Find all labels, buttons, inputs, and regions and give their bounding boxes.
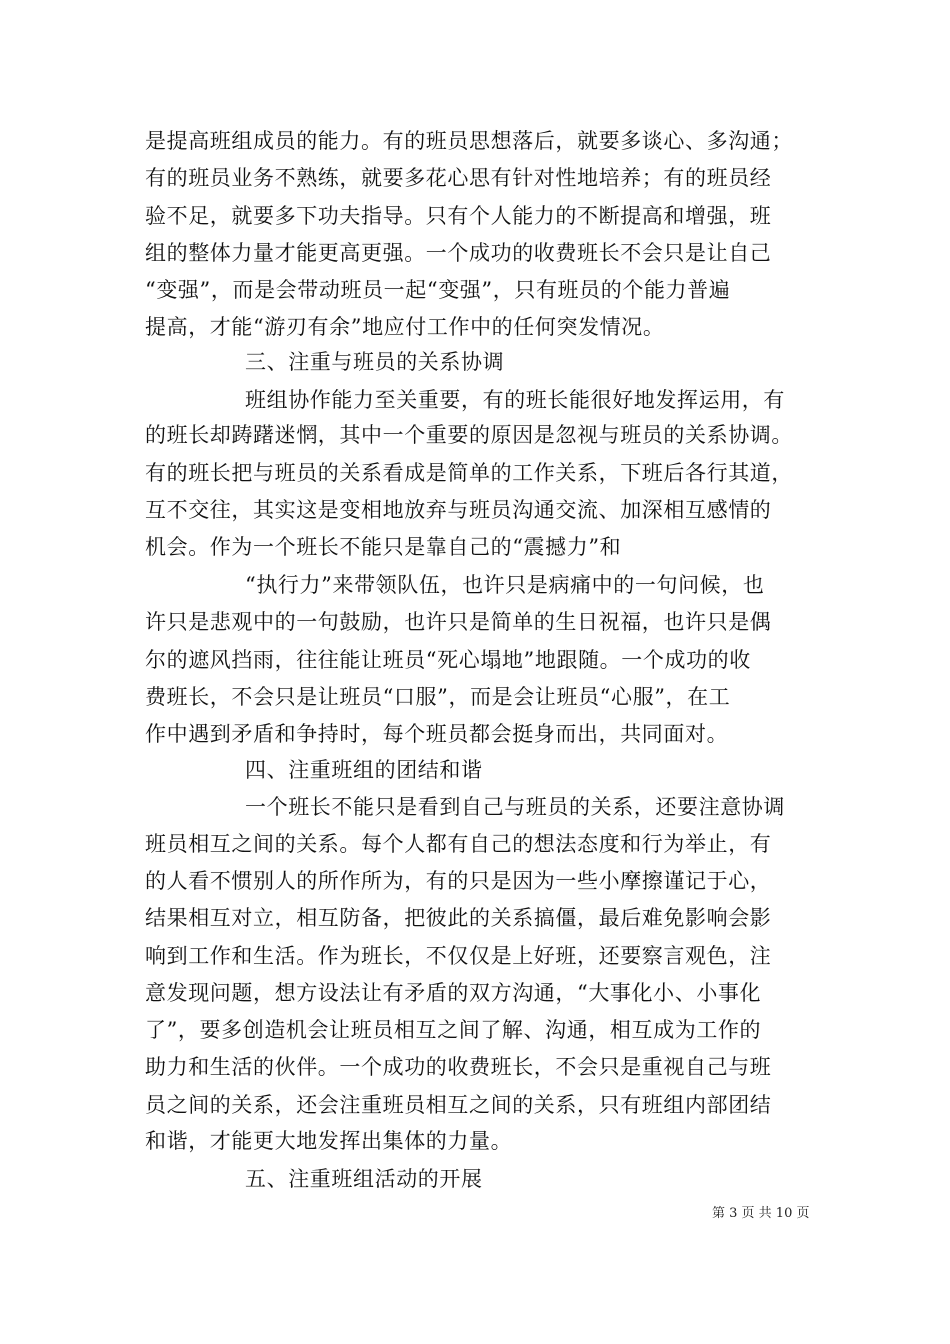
text-line: 一个班长不能只是看到自己与班员的关系，还要注意协调 (245, 795, 785, 819)
section-heading: 五、注重班组活动的开展 (245, 1167, 483, 1191)
text-line: “执行力”来带领队伍，也许只是病痛中的一句问候，也 (245, 573, 765, 597)
text-line: 互不交往，其实这是变相地放弃与班员沟通交流、加深相互感情的 (145, 498, 772, 522)
text-line: 的班长却踌躇迷惘，其中一个重要的原因是忽视与班员的关系协调。 (145, 423, 793, 447)
text-line: 响到工作和生活。作为班长，不仅仅是上好班，还要察言观色，注 (145, 944, 772, 968)
text-line: 员之间的关系，还会注重班员相互之间的关系，只有班组内部团结 (145, 1093, 772, 1117)
text-line: 费班长，不会只是让班员“口服”，而是会让班员“心服”，在工 (145, 685, 731, 709)
section-heading: 三、注重与班员的关系协调 (245, 350, 505, 374)
text-line: 意发现问题，想方设法让有矛盾的双方沟通，“大事化小、小事化 (145, 981, 762, 1005)
section-heading: 四、注重班组的团结和谐 (245, 758, 483, 782)
text-line: 尔的遮风挡雨，往往能让班员“死心塌地”地跟随。一个成功的收 (145, 648, 751, 672)
text-line: 组的整体力量才能更高更强。一个成功的收费班长不会只是让自己 (145, 241, 772, 265)
text-line: 作中遇到矛盾和争持时，每个班员都会挺身而出，共同面对。 (145, 722, 729, 746)
text-line: 助力和生活的伙伴。一个成功的收费班长，不会只是重视自己与班 (145, 1055, 772, 1079)
text-line: 机会。作为一个班长不能只是靠自己的“震撼力”和 (145, 535, 622, 559)
text-line: 了”，要多创造机会让班员相互之间了解、沟通，相互成为工作的 (145, 1018, 762, 1042)
text-line: 有的班长把与班员的关系看成是简单的工作关系，下班后各行其道， (145, 461, 793, 485)
text-line: 班组协作能力至关重要，有的班长能很好地发挥运用，有 (245, 388, 785, 412)
text-line: 班员相互之间的关系。每个人都有自己的想法态度和行为举止，有 (145, 832, 772, 856)
text-line: 结果相互对立，相互防备，把彼此的关系搞僵，最后难免影响会影 (145, 906, 772, 930)
text-line: 验不足，就要多下功夫指导。只有个人能力的不断提高和增强，班 (145, 204, 772, 228)
text-line: 的人看不惯别人的所作所为，有的只是因为一些小摩擦谨记于心， (145, 869, 772, 893)
text-line: “变强”，而是会带动班员一起“变强”，只有班员的个能力普遍 (145, 278, 731, 302)
text-line: 许只是悲观中的一句鼓励，也许只是简单的生日祝福，也许只是偶 (145, 610, 772, 634)
text-line: 是提高班组成员的能力。有的班员思想落后，就要多谈心、多沟通； (145, 129, 793, 153)
text-line: 有的班员业务不熟练，就要多花心思有针对性地培养；有的班员经 (145, 166, 772, 190)
text-line: 和谐，才能更大地发挥出集体的力量。 (145, 1129, 513, 1153)
page-number: 第 3 页 共 10 页 (712, 1206, 810, 1221)
text-line: 提高，才能“游刃有余”地应付工作中的任何突发情况。 (145, 315, 665, 339)
